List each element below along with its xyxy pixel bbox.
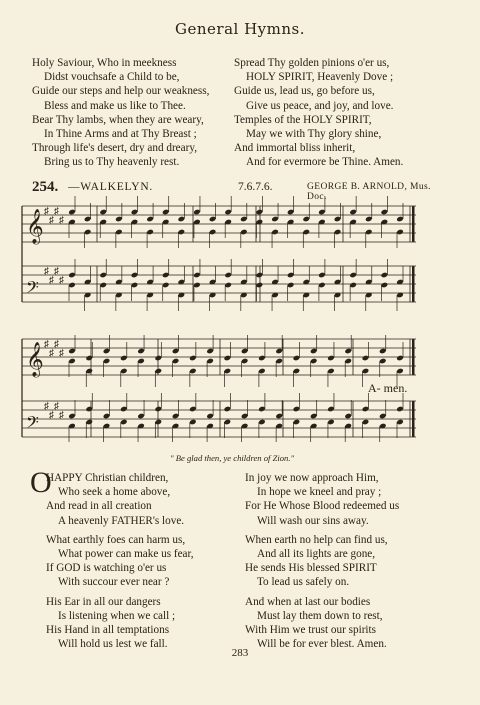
verse-line: HOLY SPIRIT, Heavenly Dove ; — [246, 71, 394, 84]
verse-line: Give us peace, and joy, and love. — [246, 99, 394, 112]
sharp-icon: ♯ — [54, 339, 59, 350]
amen-lyric: A- men. — [368, 381, 408, 395]
verse-line: HAPPY Christian children, — [46, 472, 169, 484]
verse-line: Will hold us lest we fall. — [58, 638, 168, 651]
verse-line: Will be for ever blest. Amen. — [257, 638, 387, 651]
verse-line: Through life's desert, dry and dreary, — [32, 142, 198, 155]
verse-line: In hope we kneel and pray ; — [257, 486, 382, 499]
final-barline — [412, 339, 415, 375]
verse-line: And all its lights are gone, — [257, 548, 376, 561]
hymn2-right-stanzas — [245, 471, 399, 651]
verse-line: What earthly foes can harm us, — [46, 533, 186, 546]
sharp-icon: ♯ — [54, 266, 59, 277]
verse-line: Guide us, lead us, go before us, — [234, 85, 375, 98]
page-number: 283 — [231, 647, 249, 659]
running-head: General Hymns. — [175, 20, 305, 38]
sharp-icon: ♯ — [49, 215, 54, 226]
verse-line: When earth no help can find us, — [245, 533, 388, 546]
sharp-icon: ♯ — [49, 348, 54, 359]
sharp-icon: ♯ — [44, 206, 49, 217]
final-barline — [412, 266, 415, 302]
verse-line: In joy we now approach Him, — [245, 472, 379, 484]
verse-line: Temples of the HOLY SPIRIT, — [234, 113, 372, 126]
verse-line: For He Whose Blood redeemed us — [245, 500, 400, 513]
verse-line: In Thine Arms and at Thy Breast ; — [44, 128, 197, 141]
verse-line: What power can make us fear, — [58, 548, 194, 561]
verse-line: And when at last our bodies — [245, 595, 371, 608]
sharp-icon: ♯ — [59, 410, 64, 421]
verse-line: Didst vouchsafe a Child to be, — [44, 71, 180, 84]
final-barline — [412, 206, 415, 242]
tune-name: —WALKELYN. — [68, 181, 154, 193]
epigraph: " Be glad then, ye children of Zion." — [170, 453, 295, 463]
tune-composer: GEORGE B. ARNOLD, Mus. Doc. — [307, 182, 431, 202]
bass-clef-icon: 𝄢 — [26, 277, 39, 301]
verse-line: And for evermore be Thine. Amen. — [246, 156, 404, 169]
sharp-icon: ♯ — [59, 275, 64, 286]
verse-line: Bear Thy lambs, when they are weary, — [32, 113, 204, 126]
verse-line: Guide our steps and help our weakness, — [32, 85, 210, 98]
sharp-icon: ♯ — [54, 206, 59, 217]
verse-line: And immortal bliss inherit, — [234, 142, 356, 155]
sharp-icon: ♯ — [49, 275, 54, 286]
verse-line: Must lay them down to rest, — [257, 609, 383, 622]
treble-clef-icon: 𝄞 — [26, 209, 44, 244]
sharp-icon: ♯ — [59, 215, 64, 226]
hymn2-left-stanzas — [46, 471, 194, 651]
verse-line: Bring us to Thy heavenly rest. — [44, 156, 180, 169]
final-barline — [412, 401, 415, 437]
sharp-icon: ♯ — [49, 410, 54, 421]
drop-cap: O — [30, 466, 52, 499]
verse-line: If GOD is watching o'er us — [46, 562, 167, 575]
sharp-icon: ♯ — [44, 266, 49, 277]
sharp-icon: ♯ — [44, 401, 49, 412]
verse-line: His Ear in all our dangers — [46, 595, 161, 608]
sharp-icon: ♯ — [59, 348, 64, 359]
verse-line: Holy Saviour, Who in meekness — [32, 57, 177, 69]
verse-line: Is listening when we call ; — [58, 609, 176, 622]
sharp-icon: ♯ — [54, 401, 59, 412]
verse-line: To lead us safely on. — [257, 576, 350, 589]
verse-line: Who seek a home above, — [58, 486, 171, 499]
sharp-icon: ♯ — [44, 339, 49, 350]
verse-line: Spread Thy golden pinions o'er us, — [234, 57, 390, 69]
tune-number: 254. — [32, 179, 59, 195]
verse-line: And read in all creation — [46, 500, 152, 513]
verse-line: He sends His blessed SPIRIT — [245, 562, 377, 575]
verse-line: Bless and make us like to Thee. — [44, 99, 186, 112]
tune-meter: 7.6.7.6. — [238, 181, 273, 193]
verse-line: Will wash our sins away. — [257, 514, 369, 527]
treble-clef-icon: 𝄞 — [26, 342, 44, 377]
verse-line: His Hand in all temptations — [46, 624, 170, 637]
verse-line: May we with Thy glory shine, — [246, 128, 382, 141]
verse-line: A heavenly FATHER's love. — [58, 514, 185, 527]
verse-line: With succour ever near ? — [58, 576, 170, 589]
bass-clef-icon: 𝄢 — [26, 412, 39, 436]
verse-line: With Him we trust our spirits — [245, 624, 376, 637]
